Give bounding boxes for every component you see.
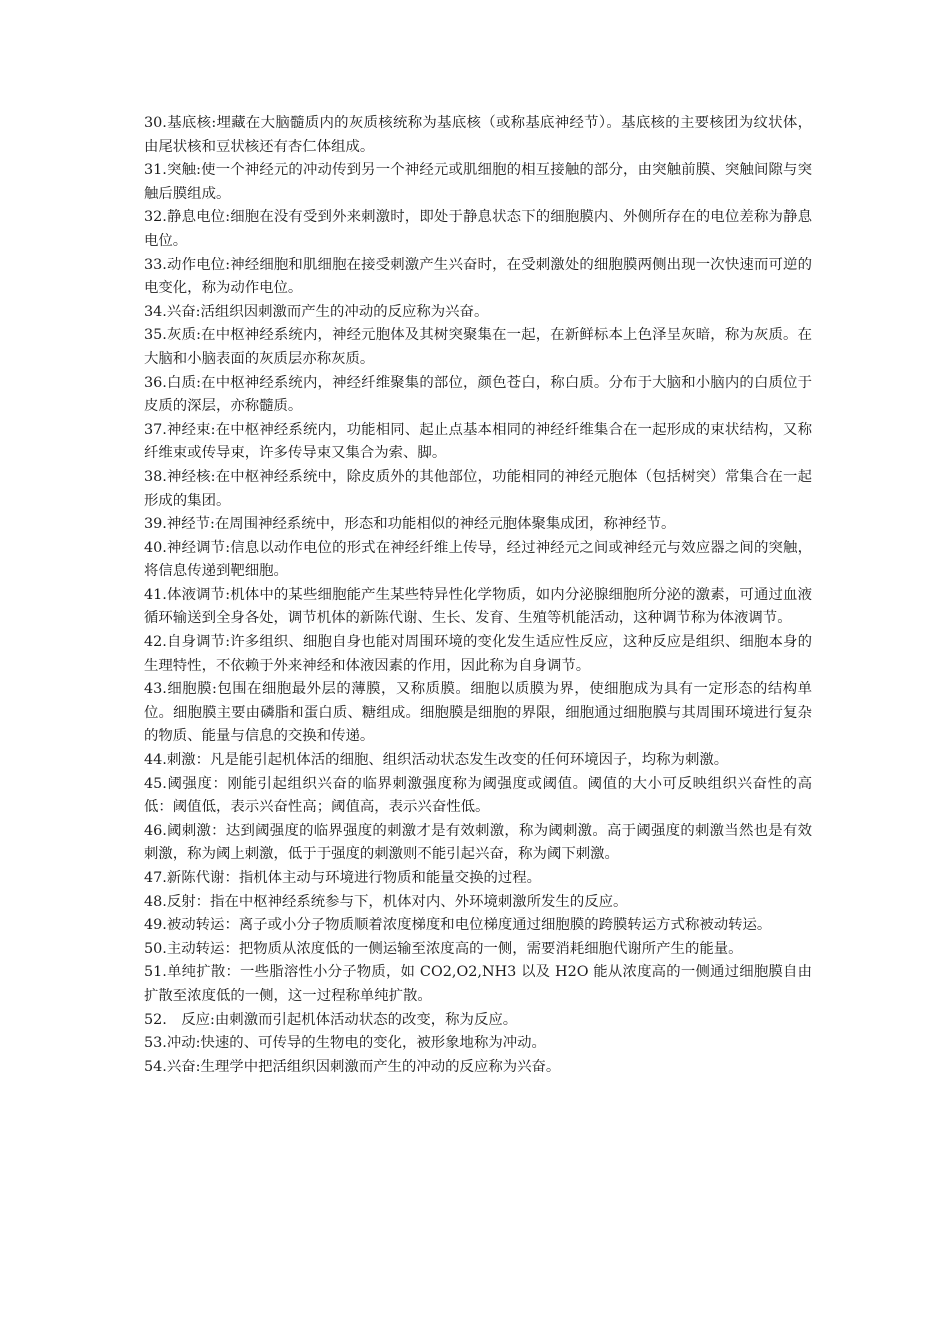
definition-42-autoregulation: 42.自身调节:许多组织、细胞自身也能对周围环境的变化发生适应性反应，这种反应是组织、细胞本身的生理特性，不依赖于外来神经和体液因素的作用，因此称为自身调节。 bbox=[144, 634, 812, 674]
definition-41-humoral-regulation: 41.体液调节:机体中的某些细胞能产生某些特异性化学物质，如内分泌腺细胞所分泌的激素，可通过血液循环输送到全身各处，调节机体的新陈代谢、生长、发育、生殖等机能活动，这种调节称为体液调节。 bbox=[144, 586, 812, 627]
definition-30-basal-nuclei: 30.基底核:埋藏在大脑髓质内的灰质核统称为基底核（或称基底神经节）。基底核的主要核团为纹状体，由尾状核和豆状核还有杏仁体组成。 bbox=[144, 115, 812, 155]
definition-45-threshold-intensity: 45.阈强度：刚能引起组织兴奋的临界刺激强度称为阈强度或阈值。阈值的大小可反映组织兴奋性的高低：阈值低，表示兴奋性高；阈值高，表示兴奋性低。 bbox=[144, 775, 812, 816]
definition-36-white-matter: 36.白质:在中枢神经系统内，神经纤维聚集的部位，颜色苍白，称白质。分布于大脑和小脑内的白质位于皮质的深层，亦称髓质。 bbox=[144, 374, 812, 415]
document-page bbox=[144, 112, 812, 1079]
definition-43-cell-membrane: 43.细胞膜:包围在细胞最外层的薄膜，又称质膜。细胞以质膜为界，使细胞成为具有一定形态的结构单位。细胞膜主要由磷脂和蛋白质、糖组成。细胞膜是细胞的界限，细胞通过细胞膜与其周围环境进行复杂的物质、能量与信息的交换和传递。 bbox=[144, 681, 812, 745]
definition-44-stimulus: 44.刺激：凡是能引起机体活的细胞、组织活动状态发生改变的任何环境因子，均称为刺激。 bbox=[144, 752, 729, 769]
definition-51-simple-diffusion: 51.单纯扩散：一些脂溶性小分子物质，如 CO2,O2,NH3 以及 H2O 能从浓度高的一侧通过细胞膜自由扩散至浓度低的一侧，这一过程称单纯扩散。 bbox=[144, 964, 812, 1004]
definition-35-gray-matter: 35.灰质:在中枢神经系统内，神经元胞体及其树突聚集在一起，在新鲜标本上色泽呈灰暗，称为灰质。在大脑和小脑表面的灰质层亦称灰质。 bbox=[144, 327, 812, 367]
definition-52-response: 52. 反应:由刺激而引起机体活动状态的改变，称为反应。 bbox=[144, 1011, 518, 1028]
definition-31-synapse: 31.突触:使一个神经元的冲动传到另一个神经元或肌细胞的相互接触的部分，由突触前膜、突触间隙与突触后膜组成。 bbox=[144, 162, 812, 202]
definition-38-nucleus: 38.神经核:在中枢神经系统中，除皮质外的其他部位，功能相同的神经元胞体（包括树突）常集合在一起形成的集团。 bbox=[144, 468, 812, 509]
definition-50-active-transport: 50.主动转运：把物质从浓度低的一侧运输至浓度高的一侧，需要消耗细胞代谢所产生的能量。 bbox=[144, 940, 743, 957]
definition-47-metabolism: 47.新陈代谢：指机体主动与环境进行物质和能量交换的过程。 bbox=[144, 870, 542, 886]
definition-53-impulse: 53.冲动:快速的、可传导的生物电的变化，被形象地称为冲动。 bbox=[144, 1035, 546, 1052]
definition-46-threshold-stimulus: 46.阈刺激：达到阈强度的临界强度的刺激才是有效刺激，称为阈刺激。高于阈强度的刺激当然也是有效刺激，称为阈上刺激，低于于强度的刺激则不能引起兴奋，称为阈下刺激。 bbox=[144, 822, 812, 863]
definition-48-reflex: 48.反射：指在中枢神经系统参与下，机体对内、外环境刺激所发生的反应。 bbox=[144, 893, 628, 910]
definition-40-neural-regulation: 40.神经调节:信息以动作电位的形式在神经纤维上传导，经过神经元之间或神经元与效应器之间的突触，将信息传递到靶细胞。 bbox=[144, 539, 812, 580]
definition-39-ganglion: 39.神经节:在周围神经系统中，形态和功能相似的神经元胞体聚集成团，称神经节。 bbox=[144, 516, 676, 533]
definition-33-action-potential: 33.动作电位:神经细胞和肌细胞在接受刺激产生兴奋时，在受刺激处的细胞膜两侧出现一次快速而可逆的电变化，称为动作电位。 bbox=[144, 256, 812, 297]
definition-37-nerve-tract: 37.神经束:在中枢神经系统内，功能相同、起止点基本相同的神经纤维集合在一起形成的束状结构，又称纤维束或传导束，许多传导束又集合为索、脚。 bbox=[144, 421, 812, 462]
definition-49-passive-transport: 49.被动转运：离子或小分子物质顺着浓度梯度和电位梯度通过细胞膜的跨膜转运方式称被动转运。 bbox=[144, 917, 772, 934]
definition-34-excitation: 34.兴奋:活组织因刺激而产生的冲动的反应称为兴奋。 bbox=[144, 303, 489, 320]
definition-32-resting-potential: 32.静息电位:细胞在没有受到外来刺激时，即处于静息状态下的细胞膜内、外侧所存在的电位差称为静息电位。 bbox=[144, 209, 812, 249]
definition-54-excitation: 54.兴奋:生理学中把活组织因刺激而产生的冲动的反应称为兴奋。 bbox=[144, 1058, 561, 1075]
